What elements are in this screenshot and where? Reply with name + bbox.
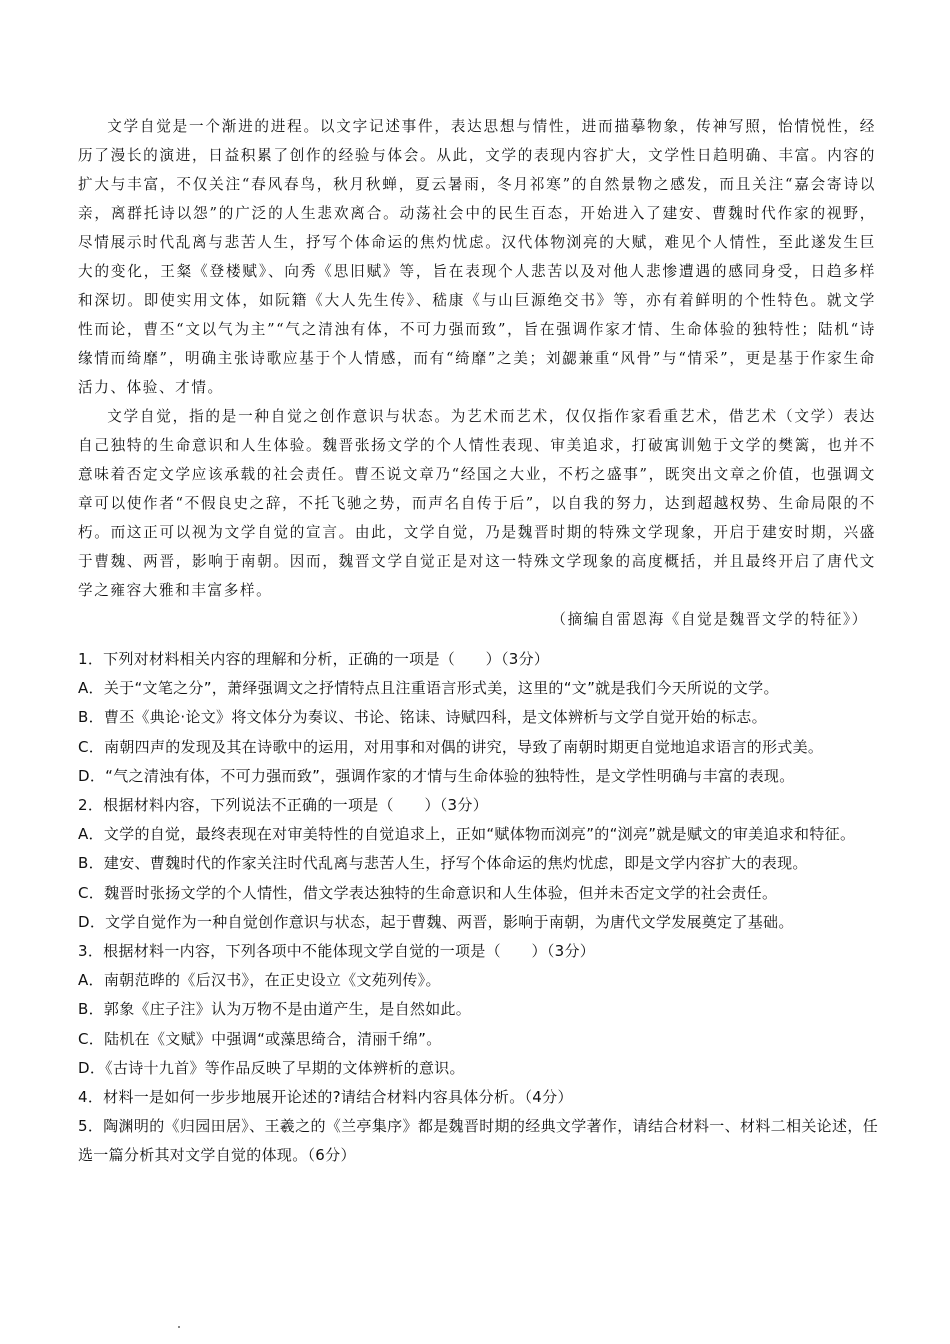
- question-2-option-c: C．魏晋时张扬文学的个人情性，借文学表达独特的生命意识和人生体验，但并未否定文学的社会责任。: [78, 883, 778, 902]
- question-3-stem: 3．根据材料一内容，下列各项中不能体现文学自觉的一项是（ ）（3分）: [78, 942, 596, 961]
- question-1-option-c: C．南朝四声的发现及其在诗歌中的运用，对用事和对偶的讲究，导致了南朝时期更自觉地追求语言的形式美。: [78, 737, 824, 756]
- question-2-option-d: D．文学自觉作为一种自觉创作意识与状态，起于曹魏、两晋，影响于南朝，为唐代文学发展奠定了基础。: [78, 912, 794, 931]
- question-1-option-a: A．关于“文笔之分”，萧绎强调文之抒情特点且注重语言形式美，这里的“文”就是我们今天所说的文学。: [78, 679, 779, 698]
- reading-passage: [78, 112, 876, 634]
- question-3-option-d: D．《古诗十九首》等作品反映了早期的文体辨析的意识。: [78, 1058, 465, 1077]
- question-2-option-b: B．建安、曹魏时代的作家关注时代乱离与悲苦人生，抒写个体命运的焦灼忧虑，即是文学内容扩大的表现。: [78, 854, 808, 873]
- passage-source: （摘编自雷恩海《自觉是魏晋文学的特征》）: [551, 611, 868, 628]
- passage-paragraph-1: 文学自觉是一个渐进的进程。以文字记述事件，表达思想与情性，进而描摹物象，传神写照，怡情悦性，经历了漫长的演进，日益积累了创作的经验与体会。从此，文学的表现内容扩大，文学性日趋明确、丰富。内容的扩大与丰富，不仅关注“春风春鸟，秋月秋蝉，夏云暑雨，冬月祁寒”的自然景物之感发，而且关注“嘉会寄诗以亲，离群托诗以怨”的广泛的人生悲欢离合。动荡社会中的民生百态，开始进入了建安、曹魏时代作家的视野，尽情展示时代乱离与悲苦人生，抒写个体命运的焦灼忧虑。汉代体物浏亮的大赋，难见个人情性，至此遂发生巨大的变化，王粲《登楼赋》、向秀《思旧赋》等，旨在表现个人悲苦以及对他人悲惨遭遇的感同身受，日趋多样和深切。即使实用文体，如阮籍《大人先生传》、嵇康《与山巨源绝交书》等，亦有着鲜明的个性特色。就文学性而论，曹丕“文以气为主”“气之清浊有体，不可力强而致”，旨在强调作家才情、生命体验的独特性；陆机“诗缘情而绮靡”，明确主张诗歌应基于个人情感，而有“绮靡”之美；刘勰兼重“风骨”与“情采”，更是基于作家生命活力、体验、才情。: [78, 118, 876, 396]
- question-1-option-b: B．曹丕《典论·论文》将文体分为奏议、书论、铭诔、诗赋四科，是文体辨析与文学自觉开始的标志。: [78, 708, 767, 727]
- question-1-stem: 1．下列对材料相关内容的理解和分析，正确的一项是（ ）（3分）: [78, 650, 550, 668]
- question-2-stem: 2．根据材料内容，下列说法不正确的一项是（ ）（3分）: [78, 796, 488, 815]
- question-3-option-c: C．陆机在《文赋》中强调“或藻思绮合，清丽千绵”。: [78, 1029, 442, 1048]
- footer-mark: [178, 1326, 180, 1328]
- question-1-option-d: D．“气之清浊有体，不可力强而致”，强调作家的才情与生命体验的独特性，是文学性明确与丰富的表现。: [78, 766, 795, 785]
- question-3-option-b: B．郭象《庄子注》认为万物不是由道产生，是自然如此。: [78, 1000, 472, 1019]
- question-3-option-a: A．南朝范晔的《后汉书》，在正史设立《文苑列传》。: [78, 971, 441, 990]
- question-section: [78, 645, 878, 1171]
- question-4-stem: 4．材料一是如何一步步地展开论述的?请结合材料内容具体分析。（4分）: [78, 1088, 573, 1107]
- question-2-option-a: A．文学的自觉，最终表现在对审美特性的自觉追求上，正如“赋体物而浏亮”的“浏亮”就是赋文的审美追求和特征。: [78, 825, 856, 844]
- passage-paragraph-2: 文学自觉，指的是一种自觉之创作意识与状态。为艺术而艺术，仅仅指作家看重艺术，借艺术（文学）表达自己独特的生命意识和人生体验。魏晋张扬文学的个人情性表现、审美追求，打破寓训勉于文学的樊篱，也并不意味着否定文学应该承载的社会责任。曹丕说文章乃“经国之大业，不朽之盛事”，既突出文章之价值，也强调文章可以使作者“不假良史之辞，不托飞驰之势，而声名自传于后”，以自我的努力，达到超越权势、生命局限的不朽。而这正可以视为文学自觉的宣言。由此，文学自觉，乃是魏晋时期的特殊文学现象，开启于建安时期，兴盛于曹魏、两晋，影响于南朝。因而，魏晋文学自觉正是对这一特殊文学现象的高度概括，并且最终开启了唐代文学之雍容大雅和丰富多样。: [78, 408, 876, 599]
- question-5-stem: 5．陶渊明的《归园田居》、王羲之的《兰亭集序》都是魏晋时期的经典文学著作，请结合材料一、材料二相关论述，任选一篇分析其对文学自觉的体现。（6分）: [78, 1117, 878, 1165]
